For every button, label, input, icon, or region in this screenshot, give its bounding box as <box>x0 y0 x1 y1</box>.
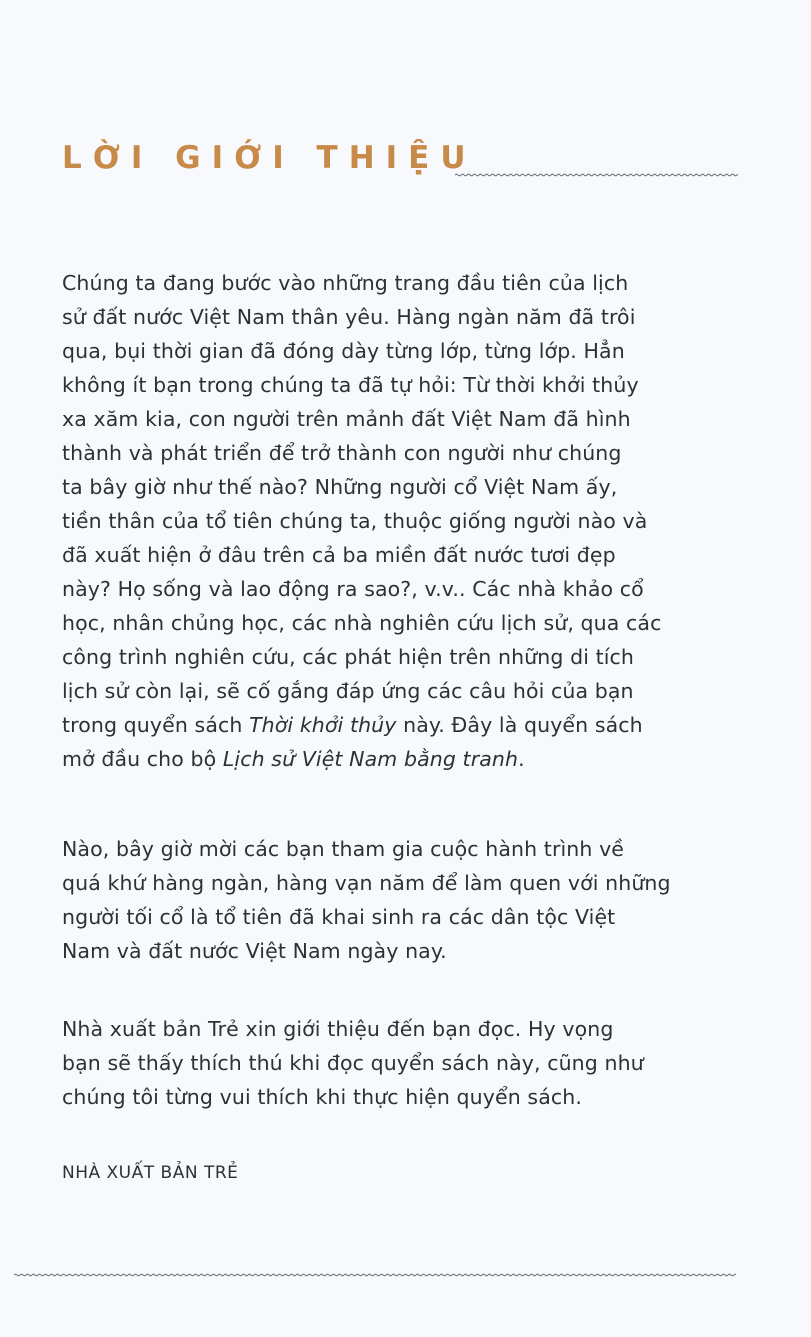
page-title: LỜI GIỚI THIỆU <box>62 140 477 176</box>
text-line: sử đất nước Việt Nam thân yêu. Hàng ngàn năm đã trôi <box>62 305 636 329</box>
heading-row <box>62 140 742 190</box>
book-title-italic: Thời khởi thủy <box>249 713 397 737</box>
paragraph-intro <box>62 266 752 776</box>
text-line: Nhà xuất bản Trẻ xin giới thiệu đến bạn đọc. Hy vọng <box>62 1017 614 1041</box>
text-line-with-series-title <box>62 742 752 776</box>
text-line: chúng tôi từng vui thích khi thực hiện quyển sách. <box>62 1085 582 1109</box>
text-line: thành và phát triển để trở thành con người như chúng <box>62 441 622 465</box>
paragraph-publisher-note <box>62 1012 752 1114</box>
text-segment: . <box>518 747 525 771</box>
text-line: qua, bụi thời gian đã đóng dày từng lớp, từng lớp. Hẳn <box>62 339 625 363</box>
text-line-with-book-title <box>62 708 752 742</box>
wavy-divider-top <box>455 170 738 180</box>
text-line: tiền thân của tổ tiên chúng ta, thuộc giống người nào và <box>62 509 648 533</box>
text-line: người tối cổ là tổ tiên đã khai sinh ra các dân tộc Việt <box>62 905 616 929</box>
text-line: không ít bạn trong chúng ta đã tự hỏi: Từ thời khởi thủy <box>62 373 639 397</box>
text-line: học, nhân chủng học, các nhà nghiên cứu lịch sử, qua các <box>62 611 662 635</box>
text-line: xa xăm kia, con người trên mảnh đất Việt Nam đã hình <box>62 407 631 431</box>
wavy-divider-bottom <box>14 1270 736 1280</box>
text-segment: này. Đây là quyển sách <box>396 713 643 737</box>
text-segment: trong quyển sách <box>62 713 250 737</box>
text-line: bạn sẽ thấy thích thú khi đọc quyển sách này, cũng như <box>62 1051 644 1075</box>
text-line: ta bây giờ như thế nào? Những người cổ Việt Nam ấy, <box>62 475 618 499</box>
paragraph-invitation <box>62 832 752 968</box>
text-line: Chúng ta đang bước vào những trang đầu tiên của lịch <box>62 271 629 295</box>
text-segment: mở đầu cho bộ <box>62 747 223 771</box>
text-line: Nào, bây giờ mời các bạn tham gia cuộc hành trình về <box>62 837 625 861</box>
series-title-italic: Lịch sử Việt Nam bằng tranh <box>222 747 519 771</box>
publisher-signature: NHÀ XUẤT BẢN TRẺ <box>62 1163 239 1183</box>
text-line: lịch sử còn lại, sẽ cố gắng đáp ứng các câu hỏi của bạn <box>62 679 634 703</box>
text-line: công trình nghiên cứu, các phát hiện trên những di tích <box>62 645 635 669</box>
text-line: đã xuất hiện ở đâu trên cả ba miền đất nước tươi đẹp <box>62 543 616 567</box>
text-line: Nam và đất nước Việt Nam ngày nay. <box>62 939 447 963</box>
text-line: quá khứ hàng ngàn, hàng vạn năm để làm quen với những <box>62 871 671 895</box>
text-line: này? Họ sống và lao động ra sao?, v.v.. Các nhà khảo cổ <box>62 577 644 601</box>
